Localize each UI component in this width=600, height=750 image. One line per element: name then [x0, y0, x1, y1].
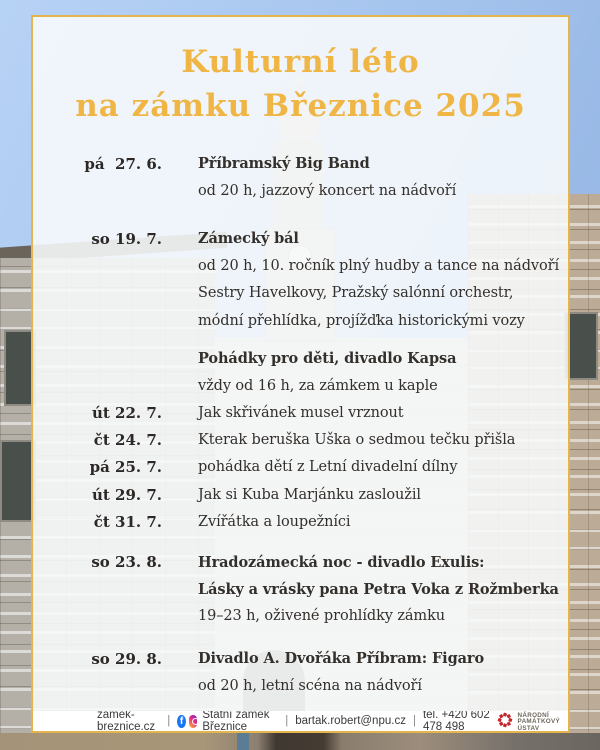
email-link[interactable]: bartak.robert@npu.cz	[295, 715, 406, 727]
event-row	[42, 150, 562, 177]
separator: |	[285, 715, 289, 727]
event-detail: Jak skřivánek musel vrznout	[198, 405, 404, 422]
separator: |	[167, 715, 171, 727]
event-detail: od 20 h, 10. ročník plný hudby a tance na nádvoří	[198, 258, 559, 275]
event-row	[42, 225, 562, 252]
event-date: čt 31. 7.	[93, 512, 162, 531]
website-link[interactable]: zamek-breznice.cz	[97, 711, 156, 731]
npu-logo-line: ÚSTAV	[517, 724, 540, 731]
event-detail: od 20 h, letní scéna na nádvoří	[198, 677, 422, 694]
event-row	[42, 672, 562, 699]
facebook-icon[interactable]: f	[177, 715, 186, 728]
event-detail: Sestry Havelkovy, Pražský salónní orchestr,	[198, 285, 514, 302]
event-row	[42, 400, 562, 427]
courtyard-sign	[237, 733, 249, 750]
event-detail: Zvířátka a loupežníci	[198, 513, 351, 530]
event-detail: pohádka dětí z Letní divadelní dílny	[198, 459, 458, 476]
event-row	[42, 603, 562, 630]
event-detail: 19–23 h, oživené prohlídky zámku	[198, 608, 446, 625]
npu-logo-line: PAMÁTKOVÝ	[517, 718, 560, 726]
social-account-label[interactable]: Státní zámek Březnice	[202, 711, 270, 731]
npu-logo-mark	[497, 712, 513, 728]
poster-title	[33, 40, 568, 128]
event-date: út 29. 7.	[91, 485, 162, 504]
npu-logo-text	[518, 713, 560, 731]
event-detail: vždy od 16 h, za zámkem u kaple	[198, 377, 438, 394]
npu-logo	[497, 711, 560, 731]
event-row	[42, 345, 562, 372]
title-line-2: na zámku Březnice 2025	[75, 88, 526, 124]
separator: |	[412, 715, 416, 727]
event-row	[42, 454, 562, 481]
phone-number[interactable]: tel. +420 602 478 498	[422, 711, 490, 731]
event-title: Hradozámecká noc - divadlo Exulis:	[198, 553, 485, 571]
event-date: pá 25. 7.	[89, 458, 162, 477]
event-detail: od 20 h, jazzový koncert na nádvoří	[198, 182, 457, 199]
event-row	[42, 177, 562, 204]
event-row	[42, 253, 562, 280]
instagram-icon[interactable]	[189, 715, 198, 728]
event-date: út 22. 7.	[91, 404, 162, 423]
courtyard-strip	[0, 733, 600, 750]
event-date: so 29. 8.	[91, 649, 162, 668]
event-detail: Jak si Kuba Marjánku zasloužil	[198, 486, 421, 503]
event-title: Pohádky pro děti, divadlo Kapsa	[198, 350, 457, 368]
event-title: Lásky a vrásky pana Petra Voka z Rožmberka	[198, 580, 559, 598]
event-list	[42, 150, 562, 699]
event-row	[42, 508, 562, 535]
event-title: Příbramský Big Band	[198, 155, 370, 173]
event-row	[42, 280, 562, 307]
event-detail: Kterak beruška Uška o sedmou tečku přišla	[198, 432, 516, 449]
event-date: pá 27. 6.	[84, 154, 162, 173]
event-title: Zámecký bál	[198, 230, 299, 248]
event-title: Divadlo A. Dvořáka Příbram: Figaro	[198, 650, 485, 668]
event-date: čt 24. 7.	[93, 431, 162, 450]
title-line-1: Kulturní léto	[181, 44, 420, 80]
event-row	[42, 481, 562, 508]
event-row	[42, 548, 562, 575]
event-date: so 19. 7.	[91, 229, 162, 248]
event-row	[42, 307, 562, 334]
event-row	[42, 576, 562, 603]
event-row	[42, 372, 562, 399]
event-row	[42, 427, 562, 454]
event-detail: módní přehlídka, projížďka historickými vozy	[198, 312, 525, 329]
npu-logo-line: NÁRODNÍ	[517, 711, 550, 719]
event-date: so 23. 8.	[91, 553, 162, 572]
contact-bar	[33, 711, 568, 731]
poster-panel	[31, 15, 570, 733]
event-row	[42, 645, 562, 672]
